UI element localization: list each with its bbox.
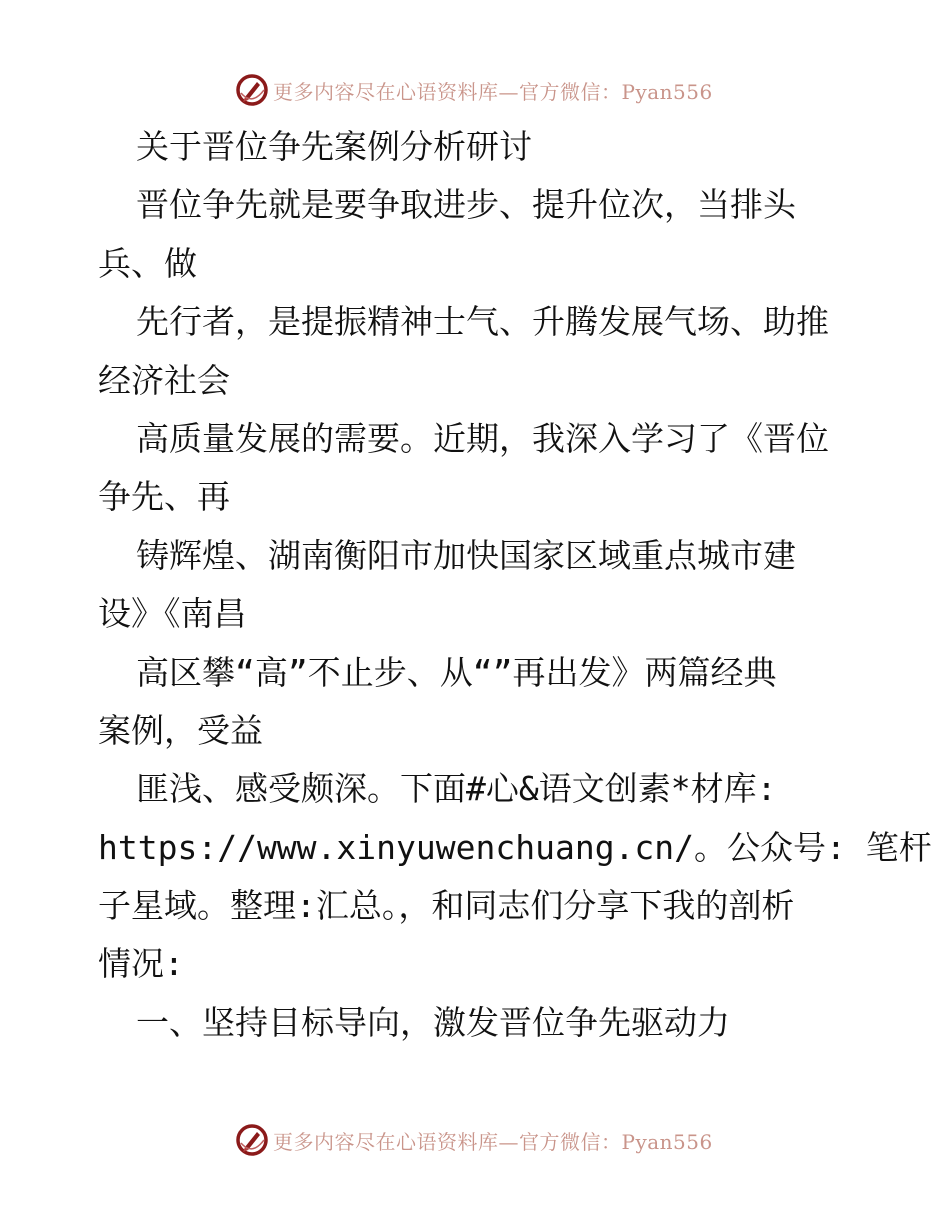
section-heading: 一、坚持目标导向，激发晋位争先驱动力 — [136, 1002, 730, 1042]
paragraph-line: 高区攀“高”不止步、从“”再出发》两篇经典 — [136, 652, 777, 692]
paragraph-line: 子星域。整理:汇总。，和同志们分享下我的剖析 — [98, 886, 795, 926]
paragraph-line: 设》《南昌 — [98, 594, 247, 634]
paragraph-line: 先行者，是提振精神士气、升腾发展气场、助推 — [136, 302, 829, 342]
paragraph-line: 晋位争先就是要争取进步、提升位次，当排头 — [136, 185, 796, 225]
paragraph-line: 高质量发展的需要。近期，我深入学习了《晋位 — [136, 418, 829, 458]
pen-logo-icon — [235, 73, 269, 107]
paragraph-line: 铸辉煌、湖南衡阳市加快国家区域重点城市建 — [136, 535, 796, 575]
paragraph-line: 匪浅、感受颇深。下面#心&语文创素*材库: — [136, 769, 777, 809]
header-banner-text: 更多内容尽在心语资料库—官方微信：Pyan556 — [273, 79, 713, 104]
paragraph-line: 情况: — [98, 944, 184, 984]
paragraph-line-url: https://www.xinyuwenchuang.cn/。公众号: 笔杆 — [98, 827, 932, 867]
document-title: 关于晋位争先案例分析研讨 — [136, 127, 532, 166]
header-banner — [235, 72, 713, 108]
paragraph-line: 案例，受益 — [98, 710, 263, 750]
paragraph-line: 经济社会 — [98, 360, 230, 400]
paragraph-line: 争先、再 — [98, 477, 230, 517]
paragraph-line: 兵、做 — [98, 243, 197, 283]
footer-banner — [235, 1122, 713, 1158]
document-body — [98, 118, 932, 1052]
pen-logo-icon — [235, 1123, 269, 1157]
footer-banner-text: 更多内容尽在心语资料库—官方微信：Pyan556 — [273, 1129, 713, 1154]
